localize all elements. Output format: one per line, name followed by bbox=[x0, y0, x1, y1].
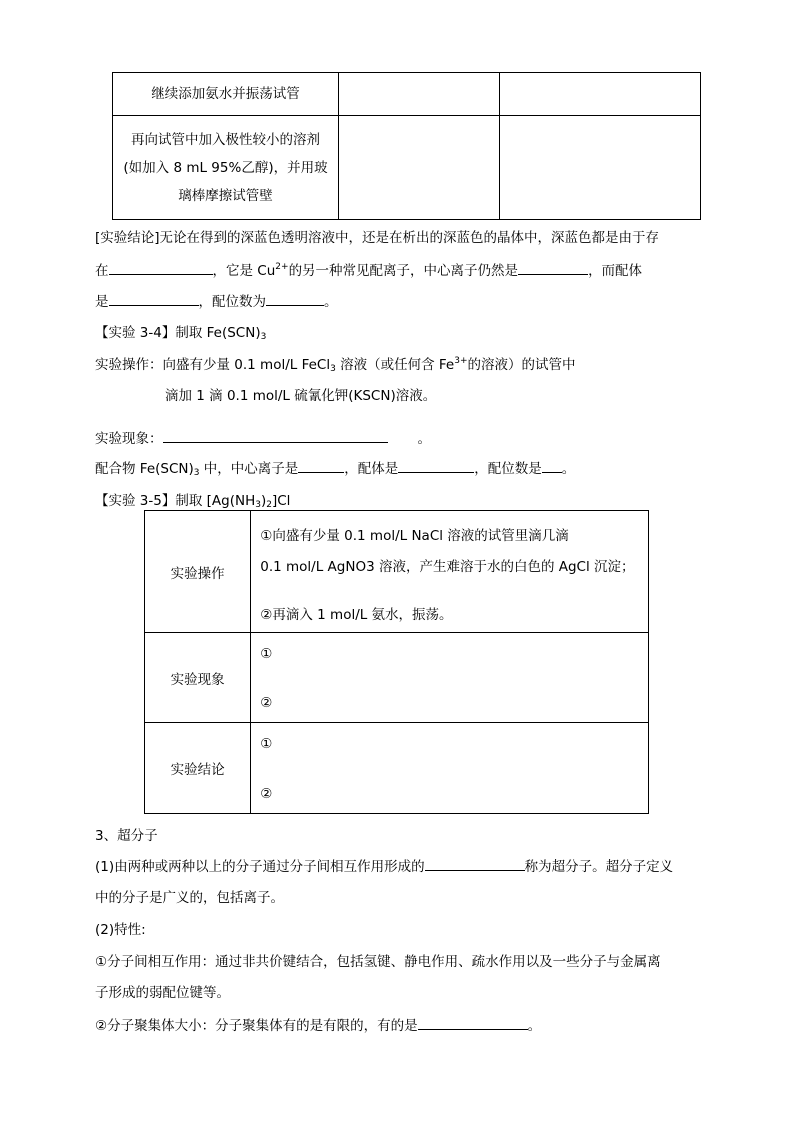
supra-p1-line-2: 中的分子是广义的，包括离子。 bbox=[95, 890, 284, 906]
subscript: 3 bbox=[255, 500, 261, 510]
superscript: 3+ bbox=[454, 356, 468, 366]
table-row bbox=[145, 511, 649, 633]
exp34-operation bbox=[95, 353, 576, 374]
subscript: 3 bbox=[260, 332, 267, 342]
text: ]Cl bbox=[271, 493, 291, 509]
text: 。 bbox=[417, 431, 431, 447]
text: 。 bbox=[561, 461, 576, 477]
item-marker: ① bbox=[260, 646, 273, 662]
answer-blank[interactable] bbox=[109, 260, 213, 275]
subscript: 2 bbox=[266, 500, 272, 510]
item-marker: ② bbox=[260, 786, 273, 802]
text: 配合物 Fe(SCN) bbox=[95, 461, 194, 477]
answer-blank[interactable] bbox=[425, 856, 525, 871]
operation-step-1: ①向盛有少量 0.1 mol/L NaCl 溶液的试管里滴几滴 bbox=[260, 528, 569, 544]
text: ②分子聚集体大小：分子聚集体有的是有限的，有的是 bbox=[95, 1018, 418, 1034]
text: 在 bbox=[95, 263, 109, 279]
text: ，配体是 bbox=[344, 461, 399, 477]
text: 称为超分子。超分子定义 bbox=[524, 859, 674, 875]
table-cell-empty bbox=[500, 73, 701, 116]
text: ，而配体 bbox=[588, 263, 643, 279]
subscript: 3 bbox=[193, 468, 200, 478]
exp35-title bbox=[95, 489, 290, 510]
superscript: 2+ bbox=[275, 262, 289, 272]
answer-blank[interactable] bbox=[266, 291, 324, 306]
text: 。 bbox=[324, 294, 338, 310]
table-cell-step: 继续添加氨水并振荡试管 bbox=[113, 73, 339, 116]
phenomenon-cell[interactable] bbox=[251, 633, 649, 723]
supra-p3-line-2: 子形成的弱配位键等。 bbox=[95, 985, 230, 1001]
answer-blank[interactable] bbox=[298, 458, 344, 473]
operation-cell bbox=[251, 511, 649, 633]
text: 的另一种常见配离子，中心离子仍然是 bbox=[288, 263, 519, 279]
text: ，它是 Cu bbox=[212, 263, 276, 279]
supra-p4 bbox=[95, 1014, 541, 1034]
cell-line: 璃棒摩擦试管壁 bbox=[178, 187, 273, 204]
table-cell-empty bbox=[500, 116, 701, 220]
text: 是 bbox=[95, 294, 109, 310]
text: 实验现象： bbox=[95, 431, 163, 447]
table-row bbox=[113, 116, 701, 220]
answer-blank[interactable] bbox=[518, 260, 588, 275]
exp34-operation-line-2: 滴加 1 滴 0.1 mol/L 硫氰化钾(KSCN)溶液。 bbox=[165, 388, 437, 404]
exp34-title bbox=[95, 321, 266, 342]
subscript: 3 bbox=[330, 364, 336, 374]
row-header-phenomenon: 实验现象 bbox=[145, 633, 251, 723]
item-marker: ① bbox=[260, 736, 273, 752]
text: 【实验 3-5】制取 [Ag(NH bbox=[95, 493, 256, 509]
table-cell-empty bbox=[339, 73, 500, 116]
answer-blank[interactable] bbox=[418, 1015, 528, 1030]
operation-step-2: ②再滴入 1 mol/L 氨水，振荡。 bbox=[260, 607, 453, 623]
item-marker: ② bbox=[260, 695, 273, 711]
answer-blank[interactable] bbox=[163, 428, 388, 443]
text: 。 bbox=[527, 1018, 542, 1034]
cell-line: (如加入 8 mL 95%乙醇)，并用玻 bbox=[123, 159, 328, 176]
text: 【实验 3-4】制取 Fe(SCN) bbox=[95, 325, 261, 341]
text: ，配位数为 bbox=[198, 294, 266, 310]
supra-p1 bbox=[95, 855, 673, 875]
conclusion-line-2 bbox=[95, 259, 642, 279]
operation-step-1b: 0.1 mol/L AgNO3 溶液，产生难溶于水的白色的 AgCl 沉淀； bbox=[260, 559, 635, 575]
experiment-table-top bbox=[112, 72, 701, 220]
section-heading: 3、超分子 bbox=[95, 828, 158, 844]
conclusion-line-3 bbox=[95, 290, 338, 310]
text: ，配位数是 bbox=[474, 461, 542, 477]
supra-p3: ①分子间相互作用：通过非共价键结合，包括氢键、静电作用、疏水作用以及一些分子与金属离 bbox=[95, 954, 661, 970]
supra-p2: (2)特性: bbox=[95, 922, 146, 938]
table-cell-step bbox=[113, 116, 339, 220]
table-row bbox=[113, 73, 701, 116]
conclusion-cell[interactable] bbox=[251, 723, 649, 814]
exp34-phenomenon bbox=[95, 427, 431, 447]
answer-blank[interactable] bbox=[109, 291, 199, 306]
table-row bbox=[145, 633, 649, 723]
experiment-table-3-5 bbox=[144, 510, 649, 814]
row-header-conclusion: 实验结论 bbox=[145, 723, 251, 814]
table-cell-empty bbox=[339, 116, 500, 220]
conclusion-line-1: [实验结论]无论在得到的深蓝色透明溶液中，还是在析出的深蓝色的晶体中，深蓝色都是由于存 bbox=[95, 230, 660, 246]
answer-blank[interactable] bbox=[398, 458, 474, 473]
text: 实验操作：向盛有少量 0.1 mol/L FeCl bbox=[95, 357, 331, 373]
text: 的溶液）的试管中 bbox=[467, 357, 576, 373]
text: 中，中心离子是 bbox=[199, 461, 299, 477]
row-header-operation: 实验操作 bbox=[145, 511, 251, 633]
exp34-complex bbox=[95, 457, 575, 478]
text: ) bbox=[260, 493, 267, 509]
text: (1)由两种或两种以上的分子通过分子间相互作用形成的 bbox=[95, 859, 425, 875]
text: 溶液（或任何含 Fe bbox=[335, 357, 455, 373]
answer-blank[interactable] bbox=[542, 458, 562, 473]
cell-line: 再向试管中加入极性较小的溶剂 bbox=[131, 131, 320, 148]
table-row bbox=[145, 723, 649, 814]
